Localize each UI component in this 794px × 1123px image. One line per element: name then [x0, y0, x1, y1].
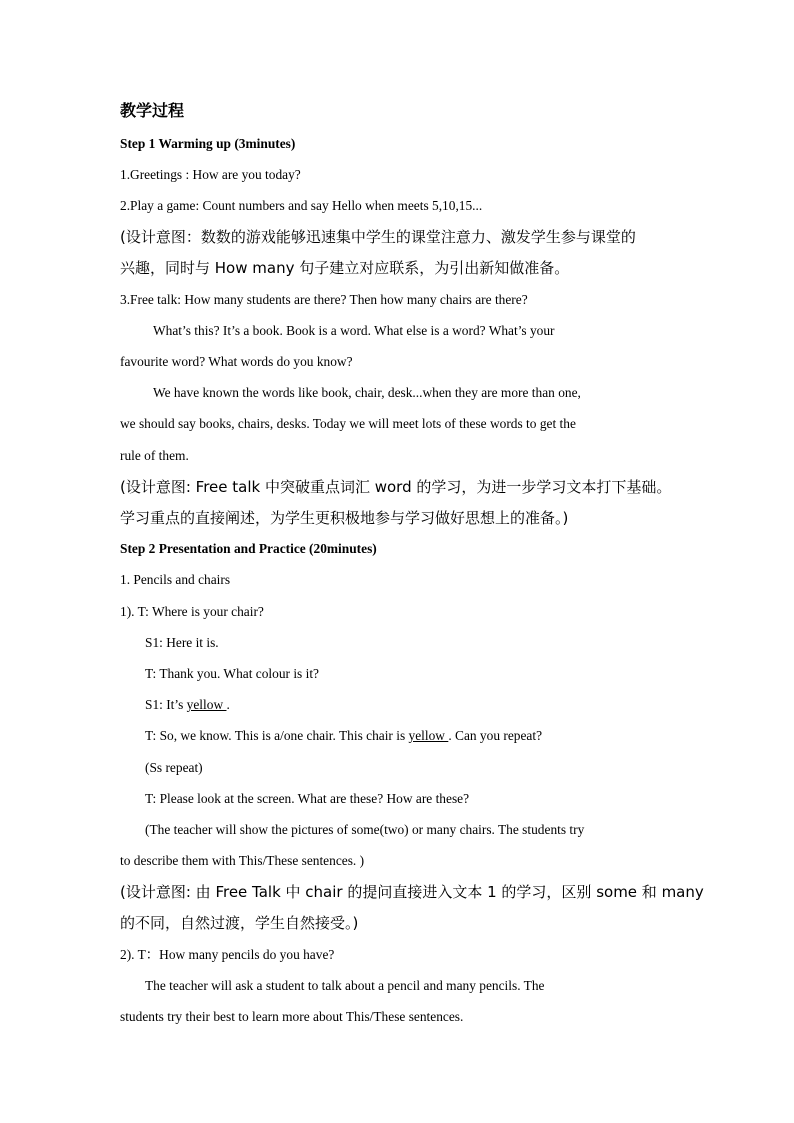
dialog-s1-its-end: . [226, 697, 230, 712]
step1-free-talk: 3.Free talk: How many students are there? Then how many chairs are there? [120, 292, 528, 307]
teacher-ask-note: The teacher will ask a student to talk about a pencil and many pencils. The [145, 978, 545, 993]
step1-game: 2.Play a game: Count numbers and say Hello when meets 5,10,15... [120, 198, 483, 213]
teacher-show-note: (The teacher will show the pictures of some(two) or many chairs. The students try [145, 822, 585, 837]
dialog-t-thank: T: Thank you. What colour is it? [145, 666, 319, 681]
step2-design-note-line1: (设计意图: 由 Free Talk 中 chair 的提问直接进入文本 1 的学习，区别 some 和 many [120, 883, 704, 901]
dialog-s1-its [145, 696, 230, 714]
step1-greetings: 1.Greetings : How are you today? [120, 167, 301, 182]
dialog-ss-repeat: (Ss repeat) [145, 760, 203, 775]
dialog-t-so-prefix: T: So, we know. This is a/one chair. This chair is [145, 728, 409, 743]
step1-heading: Step 1 Warming up (3minutes) [120, 136, 296, 151]
dialog-s1-its-prefix: S1: It’s [145, 697, 187, 712]
step2-q1: 1). T: Where is your chair? [120, 604, 264, 619]
blank-yellow-2: yellow [408, 728, 449, 743]
dialog-t-so-end: . Can you repeat? [448, 728, 543, 743]
dialog-t-so [145, 727, 542, 745]
step2-design-note-line2: 的不同，自然过渡，学生自然接受。) [120, 914, 359, 932]
step1-whats-this: What’s this? It’s a book. Book is a word. What else is a word? What’s your [153, 323, 555, 338]
step1-should-say: we should say books, chairs, desks. Today we will meet lots of these words to get the [120, 416, 576, 431]
step1-design-note-line1: (设计意图：数数的游戏能够迅速集中学生的课堂注意力、激发学生参与课堂的 [120, 228, 636, 246]
step2-sub1: 1. Pencils and chairs [120, 572, 231, 587]
step2-q2: 2). T：How many pencils do you have? [120, 947, 335, 962]
step1-rule: rule of them. [120, 448, 189, 463]
step1-known-words: We have known the words like book, chair, desk...when they are more than one, [153, 385, 581, 400]
step1-design-note2-line1: (设计意图: Free talk 中突破重点词汇 word 的学习，为进一步学习文本打下基础。 [120, 478, 672, 496]
page-title: 教学过程 [120, 101, 185, 120]
step1-design-note2-line2: 学习重点的直接阐述，为学生更积极地参与学习做好思想上的准备。) [120, 509, 569, 527]
step1-design-note-line2: 兴趣，同时与 How many 句子建立对应联系，为引出新知做准备。 [120, 259, 570, 277]
dialog-s1-here: S1: Here it is. [145, 635, 219, 650]
dialog-t-please: T: Please look at the screen. What are these? How are these? [145, 791, 470, 806]
step2-heading: Step 2 Presentation and Practice (20minutes) [120, 541, 377, 556]
describe-note: to describe them with This/These sentences. ) [120, 853, 365, 868]
blank-yellow-1: yellow [186, 697, 227, 712]
step1-favourite-word: favourite word? What words do you know? [120, 354, 353, 369]
students-try-note: students try their best to learn more about This/These sentences. [120, 1009, 464, 1024]
